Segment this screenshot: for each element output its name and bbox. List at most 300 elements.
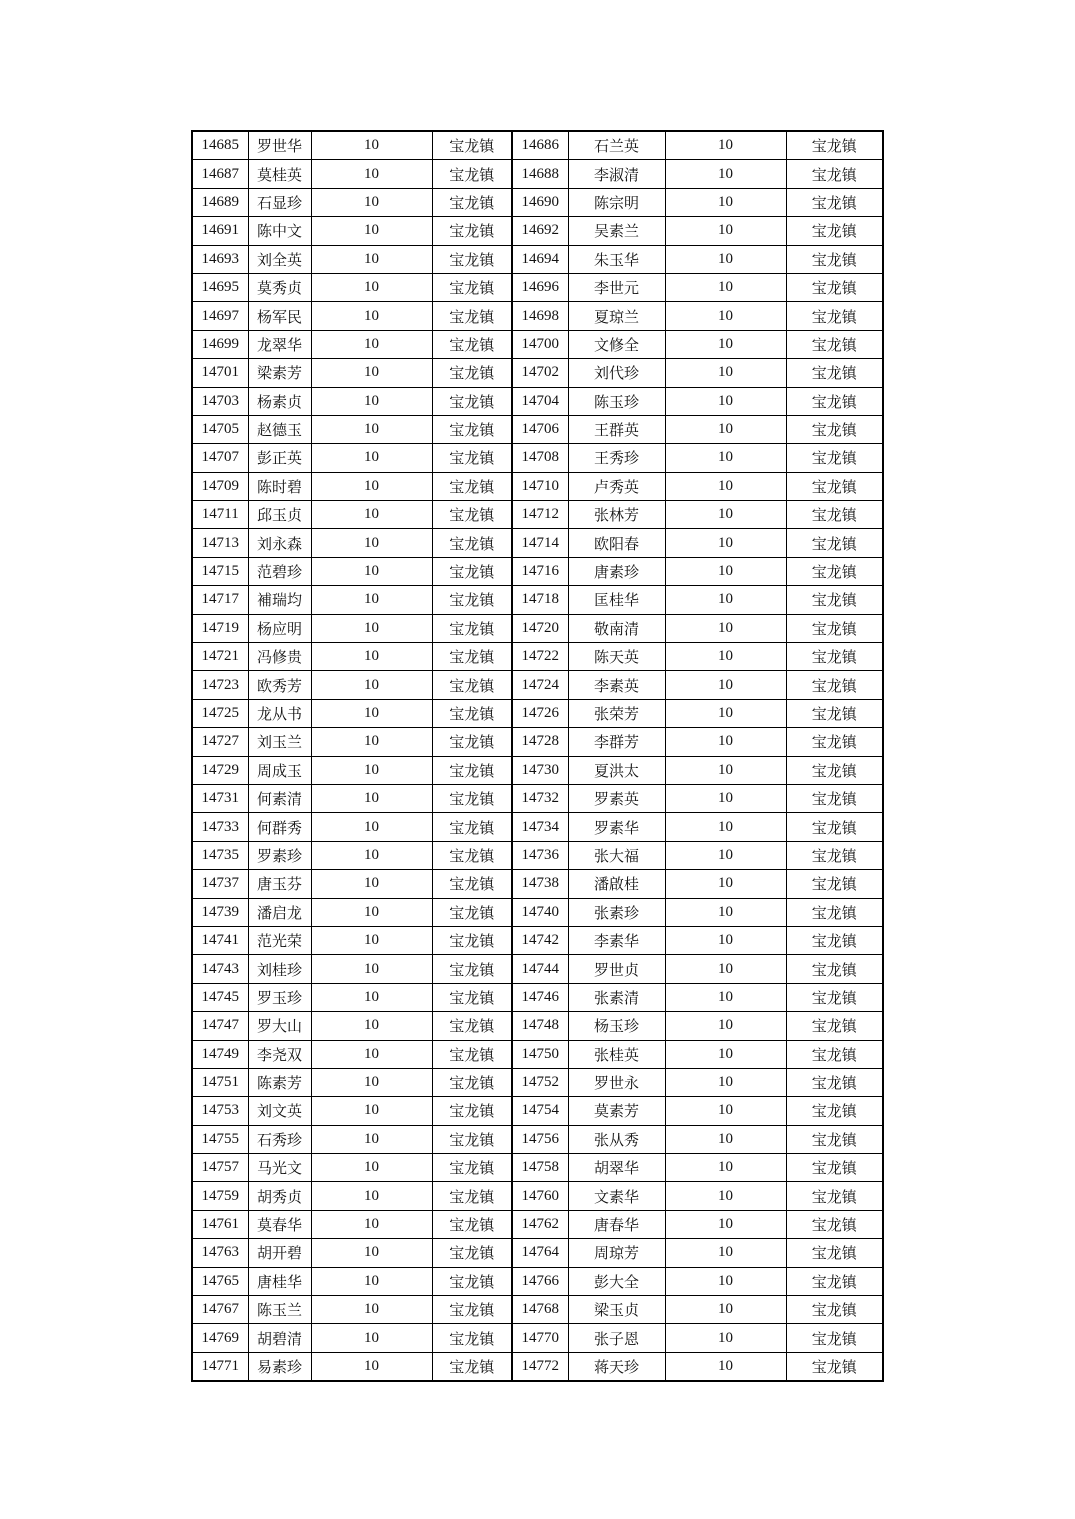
- left-name-cell: 赵德玉: [248, 415, 311, 443]
- left-town-cell: 宝龙镇: [432, 1267, 512, 1295]
- right-town-cell: 宝龙镇: [786, 557, 883, 585]
- right-name-cell: 张子恩: [568, 1324, 665, 1352]
- table-row: [192, 586, 883, 614]
- left-amount-cell: 10: [311, 926, 432, 954]
- right-id-cell: 14734: [512, 813, 568, 841]
- left-id-cell: 14723: [192, 671, 248, 699]
- left-amount-cell: 10: [311, 1210, 432, 1238]
- table-row: [192, 1154, 883, 1182]
- right-name-cell: 罗素华: [568, 813, 665, 841]
- table-row: [192, 529, 883, 557]
- right-id-cell: 14718: [512, 586, 568, 614]
- left-id-cell: 14737: [192, 870, 248, 898]
- left-town-cell: 宝龙镇: [432, 160, 512, 188]
- left-town-cell: 宝龙镇: [432, 472, 512, 500]
- right-name-cell: 杨玉珍: [568, 1012, 665, 1040]
- table-row: [192, 1267, 883, 1295]
- right-town-cell: 宝龙镇: [786, 160, 883, 188]
- left-name-cell: 梁素芳: [248, 359, 311, 387]
- right-name-cell: 王群英: [568, 415, 665, 443]
- right-town-cell: 宝龙镇: [786, 1267, 883, 1295]
- table-row: [192, 273, 883, 301]
- left-town-cell: 宝龙镇: [432, 302, 512, 330]
- right-amount-cell: 10: [665, 1352, 786, 1381]
- right-town-cell: 宝龙镇: [786, 387, 883, 415]
- right-id-cell: 14706: [512, 415, 568, 443]
- left-town-cell: 宝龙镇: [432, 1210, 512, 1238]
- right-town-cell: 宝龙镇: [786, 501, 883, 529]
- right-town-cell: 宝龙镇: [786, 415, 883, 443]
- right-name-cell: 张素清: [568, 983, 665, 1011]
- left-amount-cell: 10: [311, 330, 432, 358]
- right-id-cell: 14750: [512, 1040, 568, 1068]
- left-id-cell: 14719: [192, 614, 248, 642]
- table-row: [192, 1068, 883, 1096]
- left-name-cell: 龙从书: [248, 699, 311, 727]
- left-id-cell: 14691: [192, 217, 248, 245]
- right-id-cell: 14768: [512, 1296, 568, 1324]
- table-row: [192, 330, 883, 358]
- left-id-cell: 14751: [192, 1068, 248, 1096]
- left-amount-cell: 10: [311, 870, 432, 898]
- left-id-cell: 14687: [192, 160, 248, 188]
- right-amount-cell: 10: [665, 1154, 786, 1182]
- table-row: [192, 160, 883, 188]
- right-name-cell: 石兰英: [568, 131, 665, 160]
- left-amount-cell: 10: [311, 557, 432, 585]
- table-row: [192, 926, 883, 954]
- right-name-cell: 张桂英: [568, 1040, 665, 1068]
- table-row: [192, 1352, 883, 1381]
- left-name-cell: 唐玉芬: [248, 870, 311, 898]
- left-id-cell: 14767: [192, 1296, 248, 1324]
- left-id-cell: 14703: [192, 387, 248, 415]
- left-name-cell: 罗素珍: [248, 841, 311, 869]
- left-town-cell: 宝龙镇: [432, 898, 512, 926]
- right-amount-cell: 10: [665, 926, 786, 954]
- right-id-cell: 14772: [512, 1352, 568, 1381]
- left-id-cell: 14713: [192, 529, 248, 557]
- right-amount-cell: 10: [665, 1068, 786, 1096]
- right-amount-cell: 10: [665, 273, 786, 301]
- right-id-cell: 14760: [512, 1182, 568, 1210]
- left-id-cell: 14685: [192, 131, 248, 160]
- left-id-cell: 14749: [192, 1040, 248, 1068]
- right-name-cell: 李群芳: [568, 728, 665, 756]
- roster-body: [192, 131, 883, 1381]
- right-amount-cell: 10: [665, 1267, 786, 1295]
- right-town-cell: 宝龙镇: [786, 926, 883, 954]
- left-town-cell: 宝龙镇: [432, 1012, 512, 1040]
- left-id-cell: 14741: [192, 926, 248, 954]
- left-id-cell: 14729: [192, 756, 248, 784]
- left-id-cell: 14745: [192, 983, 248, 1011]
- right-id-cell: 14732: [512, 784, 568, 812]
- left-town-cell: 宝龙镇: [432, 926, 512, 954]
- right-town-cell: 宝龙镇: [786, 841, 883, 869]
- left-amount-cell: 10: [311, 1040, 432, 1068]
- left-town-cell: 宝龙镇: [432, 273, 512, 301]
- right-id-cell: 14744: [512, 955, 568, 983]
- left-amount-cell: 10: [311, 1352, 432, 1381]
- table-row: [192, 756, 883, 784]
- right-amount-cell: 10: [665, 1324, 786, 1352]
- table-row: [192, 1012, 883, 1040]
- right-town-cell: 宝龙镇: [786, 728, 883, 756]
- right-name-cell: 莫素芳: [568, 1097, 665, 1125]
- left-name-cell: 邱玉贞: [248, 501, 311, 529]
- left-town-cell: 宝龙镇: [432, 330, 512, 358]
- left-amount-cell: 10: [311, 1125, 432, 1153]
- left-id-cell: 14743: [192, 955, 248, 983]
- table-row: [192, 898, 883, 926]
- left-id-cell: 14717: [192, 586, 248, 614]
- left-amount-cell: 10: [311, 245, 432, 273]
- right-town-cell: 宝龙镇: [786, 359, 883, 387]
- table-row: [192, 359, 883, 387]
- right-name-cell: 胡翠华: [568, 1154, 665, 1182]
- left-amount-cell: 10: [311, 529, 432, 557]
- left-id-cell: 14747: [192, 1012, 248, 1040]
- left-amount-cell: 10: [311, 983, 432, 1011]
- table-row: [192, 1182, 883, 1210]
- left-amount-cell: 10: [311, 501, 432, 529]
- right-amount-cell: 10: [665, 870, 786, 898]
- table-row: [192, 188, 883, 216]
- left-name-cell: 杨素贞: [248, 387, 311, 415]
- left-town-cell: 宝龙镇: [432, 245, 512, 273]
- right-amount-cell: 10: [665, 1182, 786, 1210]
- left-town-cell: 宝龙镇: [432, 444, 512, 472]
- left-town-cell: 宝龙镇: [432, 415, 512, 443]
- right-amount-cell: 10: [665, 1239, 786, 1267]
- right-town-cell: 宝龙镇: [786, 898, 883, 926]
- left-name-cell: 何素清: [248, 784, 311, 812]
- left-amount-cell: 10: [311, 1012, 432, 1040]
- right-id-cell: 14736: [512, 841, 568, 869]
- right-amount-cell: 10: [665, 898, 786, 926]
- right-id-cell: 14694: [512, 245, 568, 273]
- left-name-cell: 何群秀: [248, 813, 311, 841]
- table-row: [192, 415, 883, 443]
- left-town-cell: 宝龙镇: [432, 359, 512, 387]
- right-id-cell: 14720: [512, 614, 568, 642]
- right-id-cell: 14758: [512, 1154, 568, 1182]
- left-id-cell: 14759: [192, 1182, 248, 1210]
- left-town-cell: 宝龙镇: [432, 728, 512, 756]
- right-id-cell: 14708: [512, 444, 568, 472]
- table-row: [192, 302, 883, 330]
- right-town-cell: 宝龙镇: [786, 273, 883, 301]
- left-town-cell: 宝龙镇: [432, 557, 512, 585]
- left-id-cell: 14761: [192, 1210, 248, 1238]
- left-amount-cell: 10: [311, 841, 432, 869]
- left-name-cell: 石秀珍: [248, 1125, 311, 1153]
- right-name-cell: 张素珍: [568, 898, 665, 926]
- table-row: [192, 131, 883, 160]
- left-town-cell: 宝龙镇: [432, 813, 512, 841]
- right-name-cell: 陈天英: [568, 643, 665, 671]
- left-town-cell: 宝龙镇: [432, 1040, 512, 1068]
- left-amount-cell: 10: [311, 1068, 432, 1096]
- right-id-cell: 14756: [512, 1125, 568, 1153]
- table-row: [192, 955, 883, 983]
- right-id-cell: 14762: [512, 1210, 568, 1238]
- left-amount-cell: 10: [311, 756, 432, 784]
- right-town-cell: 宝龙镇: [786, 643, 883, 671]
- right-town-cell: 宝龙镇: [786, 1068, 883, 1096]
- right-town-cell: 宝龙镇: [786, 614, 883, 642]
- left-amount-cell: 10: [311, 1296, 432, 1324]
- right-amount-cell: 10: [665, 188, 786, 216]
- left-name-cell: 陈素芳: [248, 1068, 311, 1096]
- right-name-cell: 吴素兰: [568, 217, 665, 245]
- left-name-cell: 罗大山: [248, 1012, 311, 1040]
- left-name-cell: 范碧珍: [248, 557, 311, 585]
- right-amount-cell: 10: [665, 614, 786, 642]
- table-row: [192, 1239, 883, 1267]
- right-amount-cell: 10: [665, 1210, 786, 1238]
- right-id-cell: 14710: [512, 472, 568, 500]
- right-town-cell: 宝龙镇: [786, 784, 883, 812]
- right-name-cell: 潘啟桂: [568, 870, 665, 898]
- right-town-cell: 宝龙镇: [786, 1040, 883, 1068]
- table-row: [192, 1097, 883, 1125]
- right-name-cell: 李素英: [568, 671, 665, 699]
- right-id-cell: 14764: [512, 1239, 568, 1267]
- left-town-cell: 宝龙镇: [432, 131, 512, 160]
- left-town-cell: 宝龙镇: [432, 841, 512, 869]
- left-amount-cell: 10: [311, 217, 432, 245]
- left-id-cell: 14711: [192, 501, 248, 529]
- right-town-cell: 宝龙镇: [786, 586, 883, 614]
- left-amount-cell: 10: [311, 444, 432, 472]
- right-amount-cell: 10: [665, 955, 786, 983]
- right-town-cell: 宝龙镇: [786, 1097, 883, 1125]
- left-id-cell: 14699: [192, 330, 248, 358]
- right-amount-cell: 10: [665, 1012, 786, 1040]
- table-row: [192, 784, 883, 812]
- left-town-cell: 宝龙镇: [432, 1352, 512, 1381]
- right-id-cell: 14686: [512, 131, 568, 160]
- right-town-cell: 宝龙镇: [786, 870, 883, 898]
- right-amount-cell: 10: [665, 472, 786, 500]
- left-name-cell: 唐桂华: [248, 1267, 311, 1295]
- right-id-cell: 14696: [512, 273, 568, 301]
- left-town-cell: 宝龙镇: [432, 217, 512, 245]
- right-name-cell: 张从秀: [568, 1125, 665, 1153]
- left-name-cell: 易素珍: [248, 1352, 311, 1381]
- left-id-cell: 14753: [192, 1097, 248, 1125]
- right-name-cell: 梁玉贞: [568, 1296, 665, 1324]
- left-id-cell: 14695: [192, 273, 248, 301]
- right-name-cell: 文素华: [568, 1182, 665, 1210]
- right-name-cell: 陈宗明: [568, 188, 665, 216]
- right-name-cell: 卢秀英: [568, 472, 665, 500]
- left-town-cell: 宝龙镇: [432, 529, 512, 557]
- right-town-cell: 宝龙镇: [786, 813, 883, 841]
- left-id-cell: 14721: [192, 643, 248, 671]
- right-amount-cell: 10: [665, 1296, 786, 1324]
- right-name-cell: 李世元: [568, 273, 665, 301]
- left-town-cell: 宝龙镇: [432, 756, 512, 784]
- left-name-cell: 李尧双: [248, 1040, 311, 1068]
- table-row: [192, 671, 883, 699]
- left-name-cell: 龙翠华: [248, 330, 311, 358]
- right-amount-cell: 10: [665, 1125, 786, 1153]
- left-id-cell: 14735: [192, 841, 248, 869]
- table-row: [192, 643, 883, 671]
- left-name-cell: 刘玉兰: [248, 728, 311, 756]
- left-id-cell: 14697: [192, 302, 248, 330]
- left-amount-cell: 10: [311, 586, 432, 614]
- right-id-cell: 14716: [512, 557, 568, 585]
- right-town-cell: 宝龙镇: [786, 1012, 883, 1040]
- right-id-cell: 14704: [512, 387, 568, 415]
- left-amount-cell: 10: [311, 643, 432, 671]
- left-town-cell: 宝龙镇: [432, 671, 512, 699]
- right-id-cell: 14692: [512, 217, 568, 245]
- left-name-cell: 莫春华: [248, 1210, 311, 1238]
- left-amount-cell: 10: [311, 898, 432, 926]
- left-town-cell: 宝龙镇: [432, 1296, 512, 1324]
- table-row: [192, 1210, 883, 1238]
- left-name-cell: 杨军民: [248, 302, 311, 330]
- left-id-cell: 14709: [192, 472, 248, 500]
- left-town-cell: 宝龙镇: [432, 188, 512, 216]
- left-name-cell: 罗世华: [248, 131, 311, 160]
- left-name-cell: 刘永森: [248, 529, 311, 557]
- right-name-cell: 刘代珍: [568, 359, 665, 387]
- left-amount-cell: 10: [311, 415, 432, 443]
- right-name-cell: 敬南清: [568, 614, 665, 642]
- right-id-cell: 14688: [512, 160, 568, 188]
- right-amount-cell: 10: [665, 359, 786, 387]
- left-amount-cell: 10: [311, 699, 432, 727]
- right-name-cell: 夏琼兰: [568, 302, 665, 330]
- right-amount-cell: 10: [665, 784, 786, 812]
- left-town-cell: 宝龙镇: [432, 586, 512, 614]
- right-name-cell: 罗世永: [568, 1068, 665, 1096]
- left-name-cell: 陈时碧: [248, 472, 311, 500]
- right-town-cell: 宝龙镇: [786, 1324, 883, 1352]
- left-name-cell: 補瑞均: [248, 586, 311, 614]
- right-amount-cell: 10: [665, 728, 786, 756]
- right-id-cell: 14690: [512, 188, 568, 216]
- right-name-cell: 罗素英: [568, 784, 665, 812]
- left-amount-cell: 10: [311, 1267, 432, 1295]
- right-id-cell: 14754: [512, 1097, 568, 1125]
- left-town-cell: 宝龙镇: [432, 1239, 512, 1267]
- left-town-cell: 宝龙镇: [432, 1125, 512, 1153]
- left-amount-cell: 10: [311, 813, 432, 841]
- left-town-cell: 宝龙镇: [432, 1097, 512, 1125]
- left-name-cell: 马光文: [248, 1154, 311, 1182]
- left-amount-cell: 10: [311, 955, 432, 983]
- right-name-cell: 文修全: [568, 330, 665, 358]
- left-id-cell: 14769: [192, 1324, 248, 1352]
- right-id-cell: 14724: [512, 671, 568, 699]
- right-name-cell: 朱玉华: [568, 245, 665, 273]
- right-amount-cell: 10: [665, 671, 786, 699]
- left-id-cell: 14701: [192, 359, 248, 387]
- left-id-cell: 14705: [192, 415, 248, 443]
- right-town-cell: 宝龙镇: [786, 1182, 883, 1210]
- right-amount-cell: 10: [665, 217, 786, 245]
- left-name-cell: 莫秀贞: [248, 273, 311, 301]
- right-town-cell: 宝龙镇: [786, 1239, 883, 1267]
- right-amount-cell: 10: [665, 444, 786, 472]
- left-id-cell: 14707: [192, 444, 248, 472]
- right-name-cell: 周琼芳: [568, 1239, 665, 1267]
- left-town-cell: 宝龙镇: [432, 1324, 512, 1352]
- right-name-cell: 彭大全: [568, 1267, 665, 1295]
- left-amount-cell: 10: [311, 1154, 432, 1182]
- right-id-cell: 14726: [512, 699, 568, 727]
- left-id-cell: 14727: [192, 728, 248, 756]
- left-id-cell: 14771: [192, 1352, 248, 1381]
- table-row: [192, 983, 883, 1011]
- right-name-cell: 匡桂华: [568, 586, 665, 614]
- right-town-cell: 宝龙镇: [786, 699, 883, 727]
- right-id-cell: 14700: [512, 330, 568, 358]
- left-town-cell: 宝龙镇: [432, 983, 512, 1011]
- right-amount-cell: 10: [665, 983, 786, 1011]
- left-name-cell: 欧秀芳: [248, 671, 311, 699]
- right-amount-cell: 10: [665, 415, 786, 443]
- right-town-cell: 宝龙镇: [786, 671, 883, 699]
- table-row: [192, 444, 883, 472]
- right-amount-cell: 10: [665, 643, 786, 671]
- left-town-cell: 宝龙镇: [432, 699, 512, 727]
- right-town-cell: 宝龙镇: [786, 330, 883, 358]
- left-amount-cell: 10: [311, 1097, 432, 1125]
- left-id-cell: 14757: [192, 1154, 248, 1182]
- left-town-cell: 宝龙镇: [432, 1068, 512, 1096]
- right-amount-cell: 10: [665, 330, 786, 358]
- roster-table: [191, 130, 884, 1382]
- left-name-cell: 陈玉兰: [248, 1296, 311, 1324]
- left-id-cell: 14733: [192, 813, 248, 841]
- right-id-cell: 14728: [512, 728, 568, 756]
- right-name-cell: 李素华: [568, 926, 665, 954]
- right-name-cell: 罗世贞: [568, 955, 665, 983]
- right-id-cell: 14722: [512, 643, 568, 671]
- right-town-cell: 宝龙镇: [786, 472, 883, 500]
- left-amount-cell: 10: [311, 359, 432, 387]
- right-town-cell: 宝龙镇: [786, 302, 883, 330]
- right-amount-cell: 10: [665, 387, 786, 415]
- left-amount-cell: 10: [311, 728, 432, 756]
- right-id-cell: 14748: [512, 1012, 568, 1040]
- left-id-cell: 14755: [192, 1125, 248, 1153]
- left-name-cell: 刘文英: [248, 1097, 311, 1125]
- right-town-cell: 宝龙镇: [786, 1125, 883, 1153]
- right-name-cell: 陈玉珍: [568, 387, 665, 415]
- left-name-cell: 周成玉: [248, 756, 311, 784]
- right-name-cell: 夏洪太: [568, 756, 665, 784]
- right-amount-cell: 10: [665, 245, 786, 273]
- left-amount-cell: 10: [311, 1239, 432, 1267]
- right-town-cell: 宝龙镇: [786, 188, 883, 216]
- right-id-cell: 14742: [512, 926, 568, 954]
- table-row: [192, 614, 883, 642]
- table-row: [192, 870, 883, 898]
- table-row: [192, 472, 883, 500]
- right-name-cell: 欧阳春: [568, 529, 665, 557]
- right-amount-cell: 10: [665, 160, 786, 188]
- right-id-cell: 14746: [512, 983, 568, 1011]
